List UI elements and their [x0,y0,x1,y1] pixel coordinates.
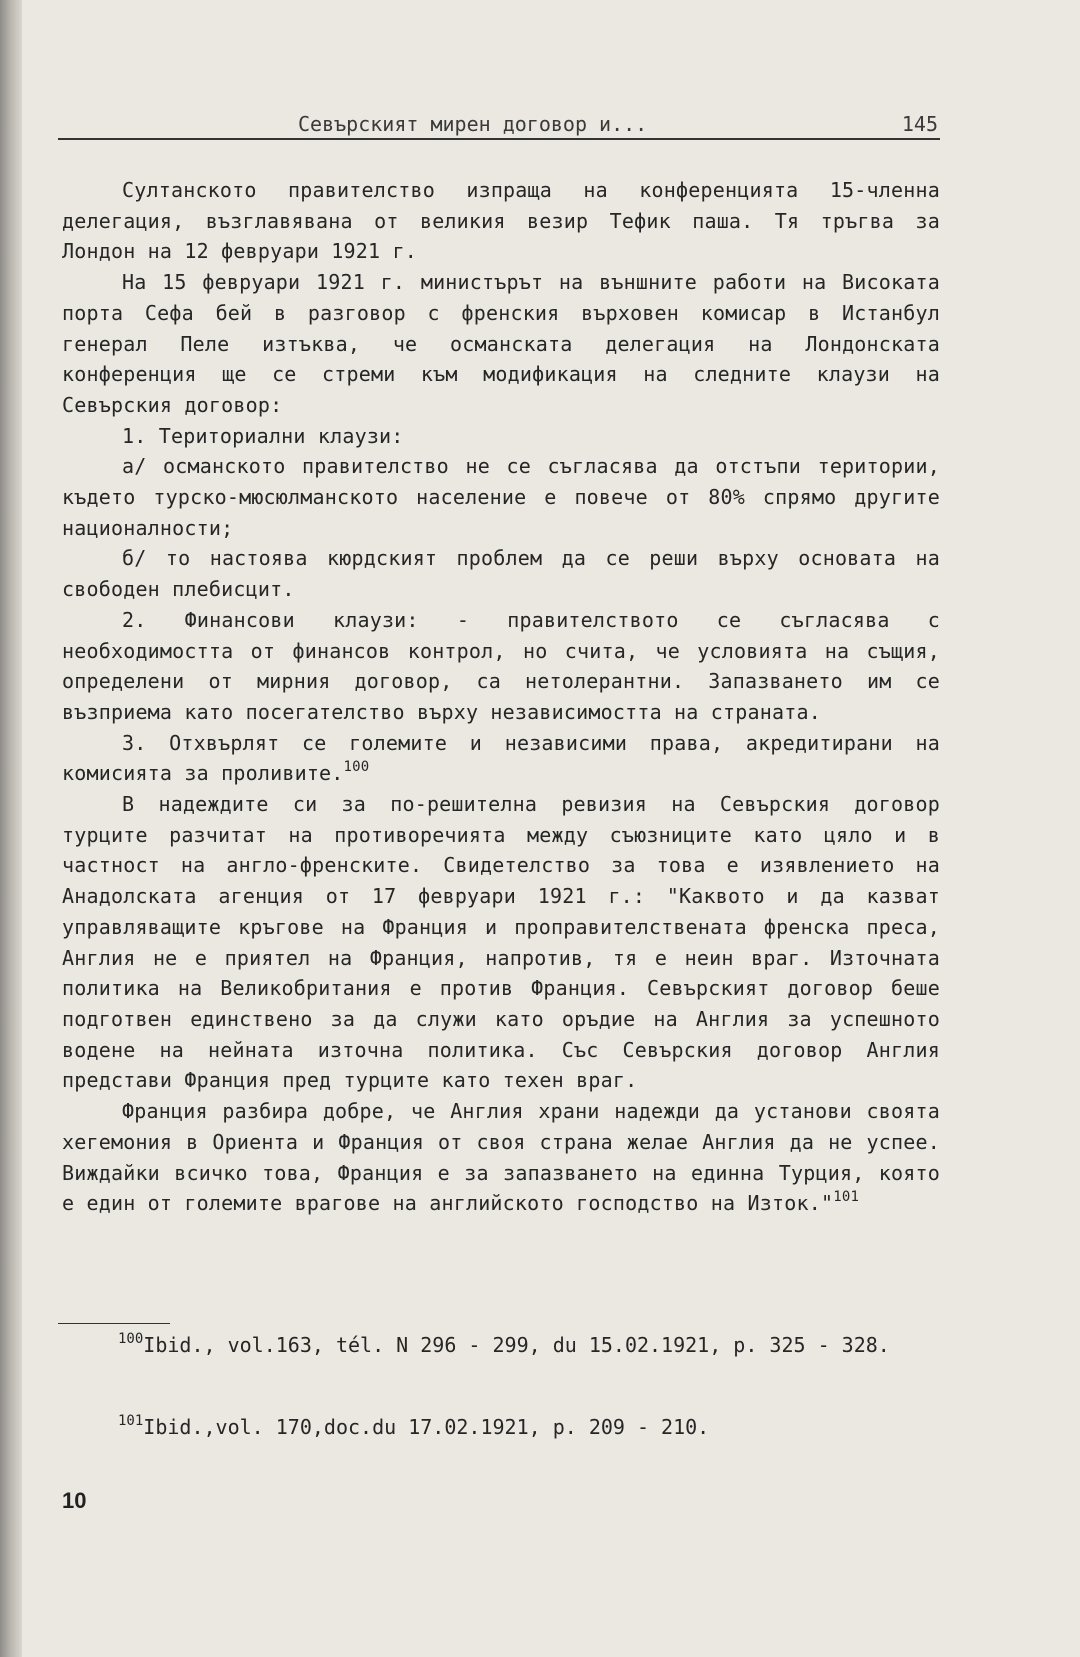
running-header-page-number: 145 [901,112,938,136]
body-text [62,175,940,1219]
paragraph: Султанското правителство изпраща на конференцията 15-членна делегация, възглавявана от великия везир Тефик паша. Тя тръгва за Лондон на 12 февруари 1921 г. [62,178,940,264]
paragraph-with-footnote [62,728,940,789]
header-rule [58,138,940,140]
book-spine-shadow [0,0,22,1657]
footnote-text: Ibid., vol.163, tél. N 296 - 299, du 15.02.1921, p. 325 - 328. [143,1333,890,1357]
footnote-number: 101 [118,1413,144,1429]
paragraph-quote: В надеждите си за по-решителна ревизия на Севърския договор турците разчитат на противоречията между съюзниците като цяло и в частност на англо-френските. Свидетелство за това е изявлението на Анадолската агенция от 17 февруари 1921 г.: "Каквото и да казват управляващите кръгове на Франция и проправителствената френска преса, Англия не е приятел на Франция, напротив, тя е неин враг. Източната политика на Великобритания е против Франция. Севърският договор беше подготвен единствено за да служи като оръдие на Англия за успешното водене на нейната източна политика. Със Севърския договор Англия представи Франция пред турците като техен враг. [62,792,940,1093]
running-header-title: Севърският мирен договор и... [298,112,648,136]
footnote-ref-101: 101 [833,1189,860,1206]
footnote-rule [58,1323,170,1324]
footnote-100 [62,1330,940,1360]
paragraph: На 15 февруари 1921 г. министърът на външните работи на Високата порта Сефа бей в разговор с френския върховен комисар в Истанбул генерал Пеле изтъква, че османската делегация на Лондонската конференция ще се стреми към модификация на следните клаузи на Севърския договор: [62,270,940,417]
page-number: 10 [62,1488,87,1513]
paragraph: 2. Финансови клаузи: - правителството се съгласява с необходимостта от финансов контрол, но счита, че условията на същия, определени от мирния договор, са нетолерантни. Запазването им се възприема като посегателство върху независимостта на страната. [62,607,940,724]
footnote-ref-100: 100 [343,759,370,776]
footnote-number: 100 [118,1331,144,1347]
footnote-text: Ibid.,vol. 170,doc.du 17.02.1921, p. 209 - 210. [143,1415,710,1439]
paragraph-text: 3. Отхвърлят се големите и независими права, акредитирани на комисията за проливите. [62,730,940,786]
paragraph-with-footnote [62,1096,940,1219]
paragraph: а/ османското правителство не се съгласява да отстъпи територии, където турско-мюсюлманското население е повече от 80% спрямо другите националности; [62,454,940,540]
footnote-101 [62,1412,940,1442]
paragraph: б/ то настоява кюрдският проблем да се реши върху основата на свободен плебисцит. [62,546,940,602]
paragraph-text: Франция разбира добре, че Англия храни надежди да установи своята хегемония в Ориента и Франция от своя страна желае Англия да не успее. Виждайки всичко това, Франция е за запазването на единна Турция, която е един от големите врагове на английското господство на Изток." [62,1099,940,1216]
paragraph: 1. Териториални клаузи: [122,423,404,448]
